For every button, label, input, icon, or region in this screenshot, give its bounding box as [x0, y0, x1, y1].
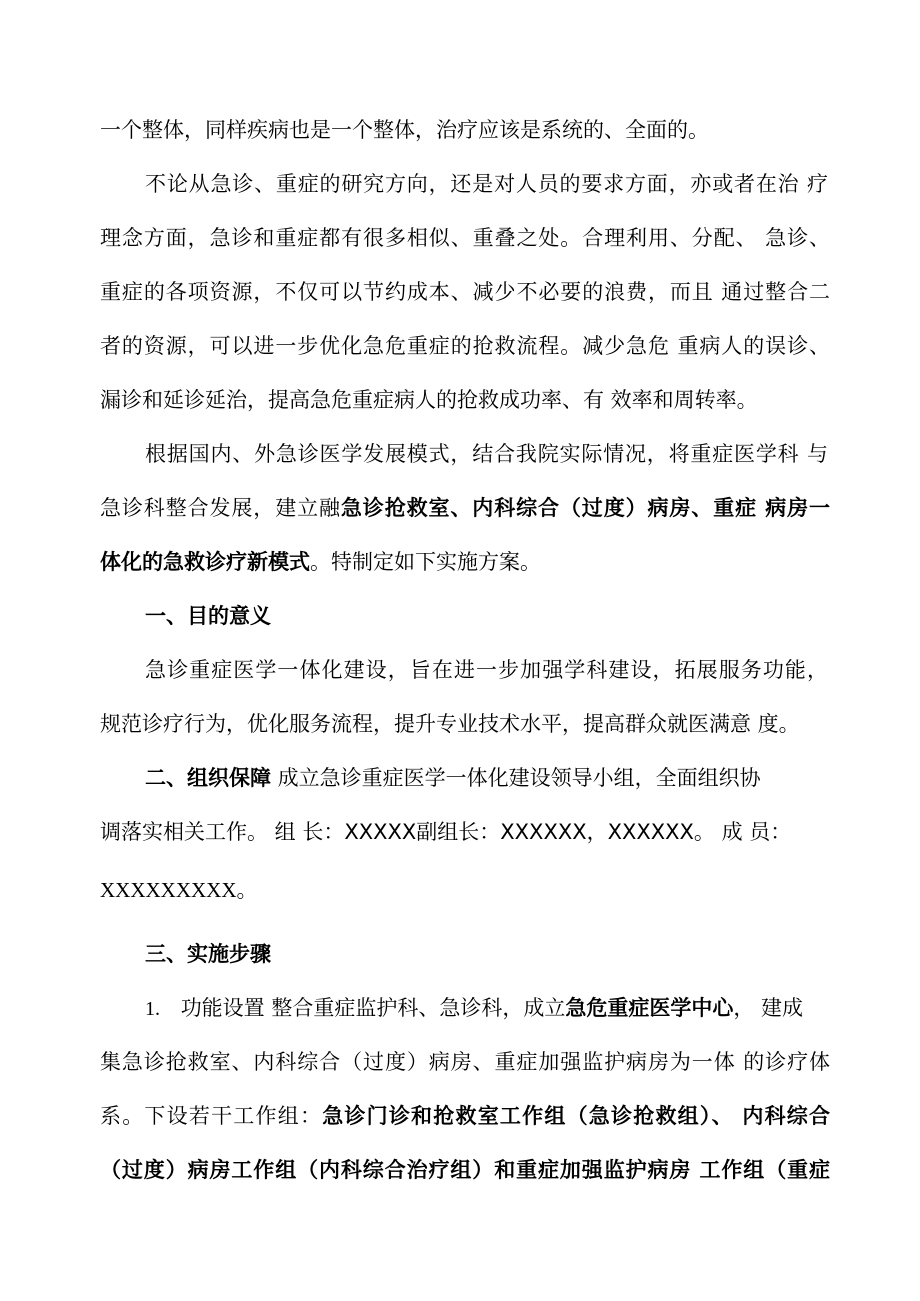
section-heading: 一、目的意义 [145, 604, 271, 628]
paragraph-line: XXXXXXXXX。 [100, 878, 258, 902]
paragraph-line: 重症的各项资源，不仅可以节约成本、减少不必要的浪费，而且 通过整合二 [100, 280, 830, 304]
paragraph-line [100, 548, 830, 576]
paragraph-line [145, 764, 875, 792]
bold-text-run: 体化的急救诊疗新模式 [100, 550, 310, 574]
text-run: 。特制定如下实施方案。 [310, 550, 541, 574]
paragraph-line: 集急诊抢救室、内科综合（过度）病房、重症加强监护病房为一体 的诊疗体 [100, 1050, 830, 1074]
paragraph-line [100, 494, 830, 522]
text-run: 系。下设若干工作组： [100, 1104, 323, 1128]
list-item-number: 1. [145, 998, 160, 1020]
section-heading: 三、实施步骤 [145, 942, 271, 966]
text-run: 成立急诊重症医学一体化建设领导小组，全面组织协 [271, 766, 761, 790]
paragraph-line: 规范诊疗行为，优化服务流程，提升专业技术水平，提高群众就医满意 度。 [100, 712, 800, 736]
paragraph-line: 理念方面，急诊和重症都有很多相似、重叠之处。合理利用、分配、 急诊、 [100, 226, 830, 250]
text-run: 功能设置 整合重症监护科、急诊科，成立 [180, 996, 566, 1020]
bold-text-run: 急诊抢救室、内科综合（过度）病房、重症 病房一 [340, 496, 831, 520]
text-run: ， 建成 [733, 996, 804, 1020]
paragraph-line: 不论从急诊、重症的研究方向，还是对人员的要求方面，亦或者在治 疗 [145, 172, 828, 196]
paragraph-line: （过度）病房工作组（内科综合治疗组）和重症加强监护病房 工作组（重症 [100, 1158, 830, 1182]
section-heading: 二、组织保障 [145, 766, 271, 790]
paragraph-line: 漏诊和延诊延治，提高急危重症病人的抢救成功率、有 效率和周转率。 [100, 388, 758, 412]
paragraph-line: 根据国内、外急诊医学发展模式，结合我院实际情况，将重症医学科 与 [145, 442, 828, 466]
paragraph-line [145, 994, 875, 1023]
paragraph-line: 者的资源，可以进一步优化急危重症的抢救流程。减少急危 重病人的误诊、 [100, 334, 830, 358]
bold-text-run: 急危重症医学中心 [565, 996, 734, 1020]
text-run: 急诊科整合发展，建立融 [100, 496, 341, 520]
bold-text-run: 急诊门诊和抢救室工作组（急诊抢救组）、 内科综合 [322, 1104, 831, 1128]
paragraph-line [100, 1102, 830, 1130]
paragraph-line: 一个整体，同样疾病也是一个整体，治疗应该是系统的、全面的。 [100, 118, 709, 142]
paragraph-line: 调落实相关工作。 组 长：XXXXX副组长：XXXXXX，XXXXXX。 成 员： [100, 820, 792, 844]
paragraph-line: 急诊重症医学一体化建设，旨在进一步加强学科建设，拓展服务功能， [145, 658, 828, 682]
